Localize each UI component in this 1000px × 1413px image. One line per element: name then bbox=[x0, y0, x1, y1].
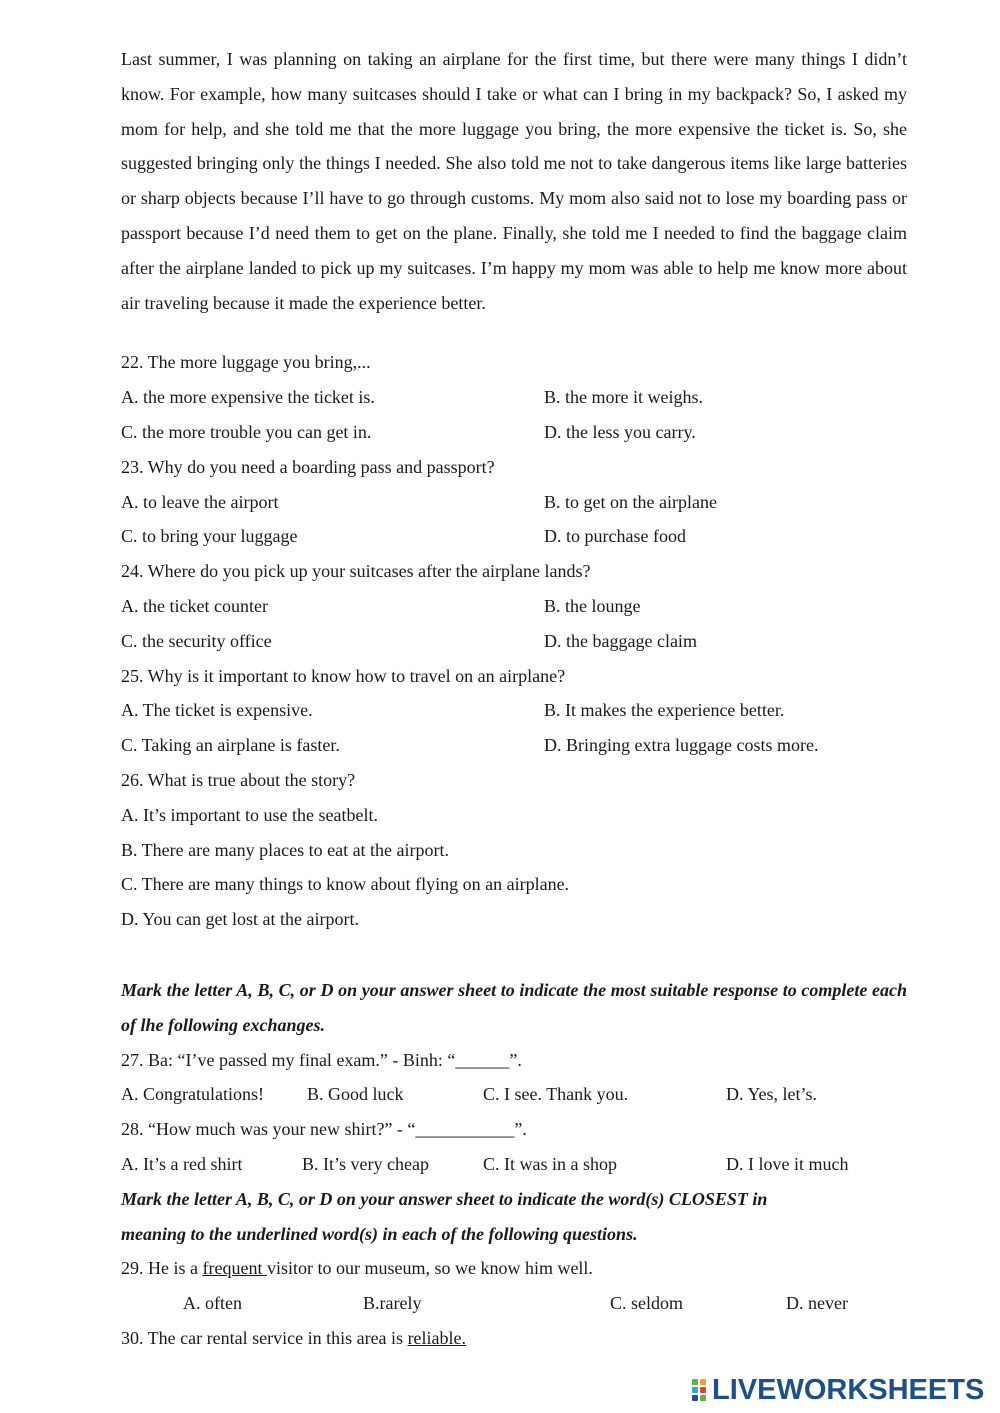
option-24-b[interactable]: B. the lounge bbox=[544, 595, 641, 616]
options-row bbox=[121, 519, 907, 554]
options-row bbox=[121, 624, 907, 659]
question-30 bbox=[121, 1321, 907, 1356]
option-25-a[interactable]: A. The ticket is expensive. bbox=[121, 700, 313, 721]
option-26-b[interactable]: B. There are many places to eat at the airport. bbox=[121, 839, 450, 860]
liveworksheets-logo-text: LIVEWORKSHEETS bbox=[712, 1374, 985, 1406]
option-27-a[interactable]: A. Congratulations! bbox=[121, 1084, 264, 1105]
option-23-c[interactable]: C. to bring your luggage bbox=[121, 526, 298, 547]
option-25-b[interactable]: B. It makes the experience better. bbox=[544, 700, 785, 721]
reading-passage: Last summer, I was planning on taking an airplane for the first time, but there were many things I didn’t know. For example, how many suitcases should I take or what can I bring in my backpack? So, I asked my mom for help, and she told me that the more luggage you bring, the more expensive the ticket is. So, she suggested bringing only the things I needed. She also told me not to take dangerous items like large batteries or sharp objects because I’ll have to go through customs. My mom also said not to lose my boarding pass or passport because I’d need them to get on the plane. Finally, she told me I needed to find the baggage claim after the airplane landed to pick up my suitcases. I’m happy my mom was able to help me know more about air traveling because it made the experience better. bbox=[121, 49, 907, 313]
option-24-d[interactable]: D. the baggage claim bbox=[544, 630, 697, 651]
question-29 bbox=[121, 1251, 907, 1286]
option-26-a[interactable]: A. It’s important to use the seatbelt. bbox=[121, 804, 378, 825]
option-22-a[interactable]: A. the more expensive the ticket is. bbox=[121, 387, 375, 408]
question-30-prefix: 30. The car rental service in this area is bbox=[121, 1327, 408, 1348]
logo-square bbox=[692, 1387, 698, 1393]
question-25: 25. Why is it important to know how to travel on an airplane? bbox=[121, 665, 566, 686]
logo-square bbox=[700, 1387, 706, 1393]
option-28-a[interactable]: A. It’s a red shirt bbox=[121, 1153, 243, 1174]
question-29-suffix: visitor to our museum, so we know him well. bbox=[266, 1258, 593, 1279]
question-23: 23. Why do you need a boarding pass and passport? bbox=[121, 456, 495, 477]
logo-square bbox=[692, 1379, 698, 1385]
instruction-exchanges: Mark the letter A, B, C, or D on your answer sheet to indicate the most suitable response to complete each of lhe following exchanges. bbox=[121, 979, 907, 1035]
option-22-d[interactable]: D. the less you carry. bbox=[544, 421, 696, 442]
logo-square bbox=[700, 1379, 706, 1385]
option-29-b[interactable]: B.rarely bbox=[363, 1293, 422, 1314]
option-25-d[interactable]: D. Bringing extra luggage costs more. bbox=[544, 735, 819, 756]
underlined-word: reliable. bbox=[407, 1327, 467, 1348]
liveworksheets-logo-icon bbox=[692, 1377, 710, 1403]
option-22-b[interactable]: B. the more it weighs. bbox=[544, 387, 703, 408]
option-28-d[interactable]: D. I love it much bbox=[726, 1153, 849, 1174]
option-29-d[interactable]: D. never bbox=[786, 1293, 848, 1314]
options-row bbox=[121, 693, 907, 728]
option-23-d[interactable]: D. to purchase food bbox=[544, 526, 686, 547]
question-28: 28. “How much was your new shirt?” - “___________”. bbox=[121, 1119, 527, 1140]
option-23-a[interactable]: A. to leave the airport bbox=[121, 491, 279, 512]
options-row bbox=[121, 1077, 907, 1112]
option-27-b[interactable]: B. Good luck bbox=[307, 1084, 404, 1105]
instruction-closest-line2: meaning to the underlined word(s) in each of the following questions. bbox=[121, 1223, 638, 1244]
worksheet-page bbox=[121, 42, 907, 1356]
underlined-word: frequent bbox=[202, 1258, 267, 1279]
options-row bbox=[121, 415, 907, 450]
option-24-a[interactable]: A. the ticket counter bbox=[121, 595, 268, 616]
options-row bbox=[121, 1147, 907, 1182]
options-row bbox=[121, 589, 907, 624]
options-row bbox=[121, 728, 907, 763]
option-27-c[interactable]: C. I see. Thank you. bbox=[483, 1084, 629, 1105]
option-27-d[interactable]: D. Yes, let’s. bbox=[726, 1084, 818, 1105]
option-24-c[interactable]: C. the security office bbox=[121, 630, 272, 651]
options-row bbox=[121, 1286, 907, 1321]
option-28-b[interactable]: B. It’s very cheap bbox=[302, 1153, 429, 1174]
options-row bbox=[121, 485, 907, 520]
option-26-c[interactable]: C. There are many things to know about flying on an airplane. bbox=[121, 874, 570, 895]
question-27: 27. Ba: “I’ve passed my final exam.” - Binh: “______”. bbox=[121, 1049, 522, 1070]
option-23-b[interactable]: B. to get on the airplane bbox=[544, 491, 717, 512]
option-26-d[interactable]: D. You can get lost at the airport. bbox=[121, 909, 359, 930]
question-24: 24. Where do you pick up your suitcases after the airplane lands? bbox=[121, 561, 591, 582]
instruction-closest-line1: Mark the letter A, B, C, or D on your answer sheet to indicate the word(s) CLOSEST in bbox=[121, 1188, 768, 1209]
question-22: 22. The more luggage you bring,... bbox=[121, 352, 371, 373]
logo-square bbox=[692, 1395, 698, 1401]
option-22-c[interactable]: C. the more trouble you can get in. bbox=[121, 421, 372, 442]
liveworksheets-logo bbox=[692, 1374, 984, 1406]
options-row bbox=[121, 380, 907, 415]
option-29-a[interactable]: A. often bbox=[183, 1293, 242, 1314]
logo-square bbox=[700, 1395, 706, 1401]
option-25-c[interactable]: C. Taking an airplane is faster. bbox=[121, 735, 340, 756]
question-26: 26. What is true about the story? bbox=[121, 769, 356, 790]
option-29-c[interactable]: C. seldom bbox=[610, 1293, 684, 1314]
option-28-c[interactable]: C. It was in a shop bbox=[483, 1153, 617, 1174]
question-29-prefix: 29. He is a bbox=[121, 1258, 203, 1279]
